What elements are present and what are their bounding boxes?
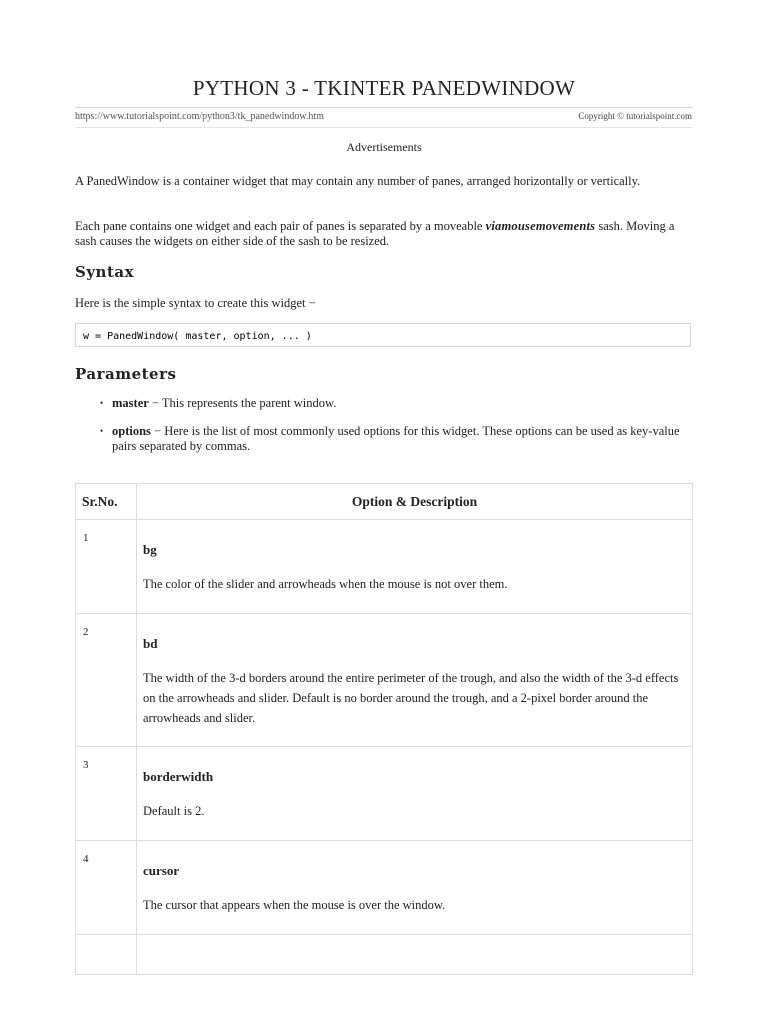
- syntax-heading: Syntax: [75, 263, 135, 281]
- option-name: bd: [143, 636, 158, 651]
- row-number: 1: [76, 520, 137, 614]
- intro-text-after: sash. Moving a sash causes the widgets on either side of the sash to be resized.: [75, 219, 675, 248]
- row-number: 3: [76, 747, 137, 841]
- intro-emphasis: viamousemovements: [485, 219, 596, 233]
- table-row: [76, 841, 693, 935]
- table-row: [76, 520, 693, 614]
- option-description: The color of the slider and arrowheads when the mouse is not over them.: [143, 577, 508, 591]
- parameter-desc: − This represents the parent window.: [148, 396, 337, 410]
- parameters-list: [95, 396, 685, 467]
- parameter-name: options: [112, 424, 151, 438]
- url-divider: [75, 127, 693, 128]
- option-description: Default is 2.: [143, 804, 205, 818]
- parameter-name: master: [112, 396, 149, 410]
- intro-text-before: Each pane contains one widget and each pair of panes is separated by a moveable: [75, 219, 486, 233]
- row-number: 2: [76, 614, 137, 747]
- title-divider: [75, 107, 693, 108]
- option-name: cursor: [143, 863, 180, 878]
- parameter-item-master: [95, 396, 685, 411]
- parameter-desc: − Here is the list of most commonly used options for this widget. These options can be used as key-value pairs separated by commas.: [112, 424, 680, 453]
- row-number: [76, 935, 137, 975]
- syntax-text: Here is the simple syntax to create this widget −: [75, 296, 316, 310]
- table-header-row: [76, 484, 693, 520]
- table-row-partial: [76, 935, 693, 975]
- advertisements-label: Advertisements: [346, 140, 422, 154]
- source-url[interactable]: https://www.tutorialspoint.com/python3/tk_panedwindow.htm: [75, 111, 324, 122]
- parameters-heading: Parameters: [75, 365, 177, 383]
- row-content: [137, 520, 693, 614]
- syntax-code-block: w = PanedWindow( master, option, ... ): [75, 323, 691, 347]
- header-option-description: Option & Description: [137, 484, 693, 520]
- intro-paragraph-1: A PanedWindow is a container widget that may contain any number of panes, arranged horizontally or vertically.: [75, 174, 641, 188]
- page-title: PYTHON 3 - TKINTER PANEDWINDOW: [192, 76, 576, 100]
- table-row: [76, 614, 693, 747]
- option-description: The cursor that appears when the mouse is over the window.: [143, 898, 446, 912]
- intro-paragraph-2: [75, 219, 685, 249]
- row-content: [137, 841, 693, 935]
- row-content: [137, 614, 693, 747]
- option-name: bg: [143, 542, 157, 557]
- option-name: borderwidth: [143, 769, 214, 784]
- header-srno: Sr.No.: [76, 484, 137, 520]
- row-content: [137, 747, 693, 841]
- options-table: [75, 483, 693, 975]
- row-content: [137, 935, 693, 975]
- table-row: [76, 747, 693, 841]
- copyright-notice: Copyright © tutorialspoint.com: [578, 111, 692, 121]
- parameter-item-options: [95, 424, 685, 454]
- row-number: 4: [76, 841, 137, 935]
- option-description: The width of the 3-d borders around the entire perimeter of the trough, and also the width of the 3-d effects on the arrowheads and slider. Default is no border around the trough, and a 2-pixel border around the arrowheads and slider.: [143, 671, 679, 725]
